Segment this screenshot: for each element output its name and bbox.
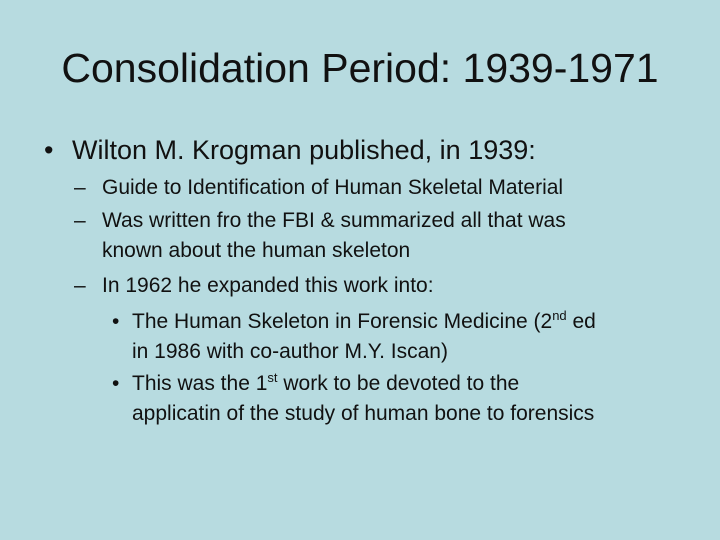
slide-title: Consolidation Period: 1939-1971	[61, 45, 659, 91]
sub-item-line2: known about the human skeleton	[102, 239, 411, 262]
subsub-line1-pre: The Human Skeleton in Forensic Medicine (2	[132, 310, 553, 333]
bullet-prefix: Wilton M.	[72, 135, 193, 165]
subsub-item-text	[132, 369, 704, 429]
subsub-line1-post: work to be devoted to the	[277, 372, 520, 395]
subsub-line1-post: ed	[566, 310, 596, 333]
bullet-marker: •	[112, 372, 120, 395]
ordinal-suffix: st	[267, 370, 278, 385]
subsub-line2: applicatin of the study of human bone to forensics	[132, 402, 595, 425]
bullet-marker: •	[44, 135, 54, 165]
dash-marker: –	[74, 274, 86, 297]
ordinal-suffix: nd	[552, 308, 567, 323]
krogman-name: Krogman	[192, 135, 302, 165]
subsub-item-text	[132, 307, 704, 367]
dash-marker: –	[74, 209, 86, 232]
sub-item-text: In 1962 he expanded this work into:	[102, 274, 434, 297]
dash-marker: –	[74, 176, 86, 199]
bullet-text	[72, 132, 536, 168]
sub-item-line1: Was written fro the FBI & summarized all that was	[102, 209, 566, 232]
sub-item-text: Guide to Identification of Human Skeletal Material	[102, 176, 564, 199]
subsub-line2: in 1986 with co-author M.Y. Iscan)	[132, 340, 448, 363]
bullet-marker: •	[112, 310, 120, 333]
subsub-line1-pre: This was the 1	[132, 372, 268, 395]
bullet-suffix: published, in 1939:	[301, 135, 536, 165]
sub-item-text	[102, 206, 702, 266]
